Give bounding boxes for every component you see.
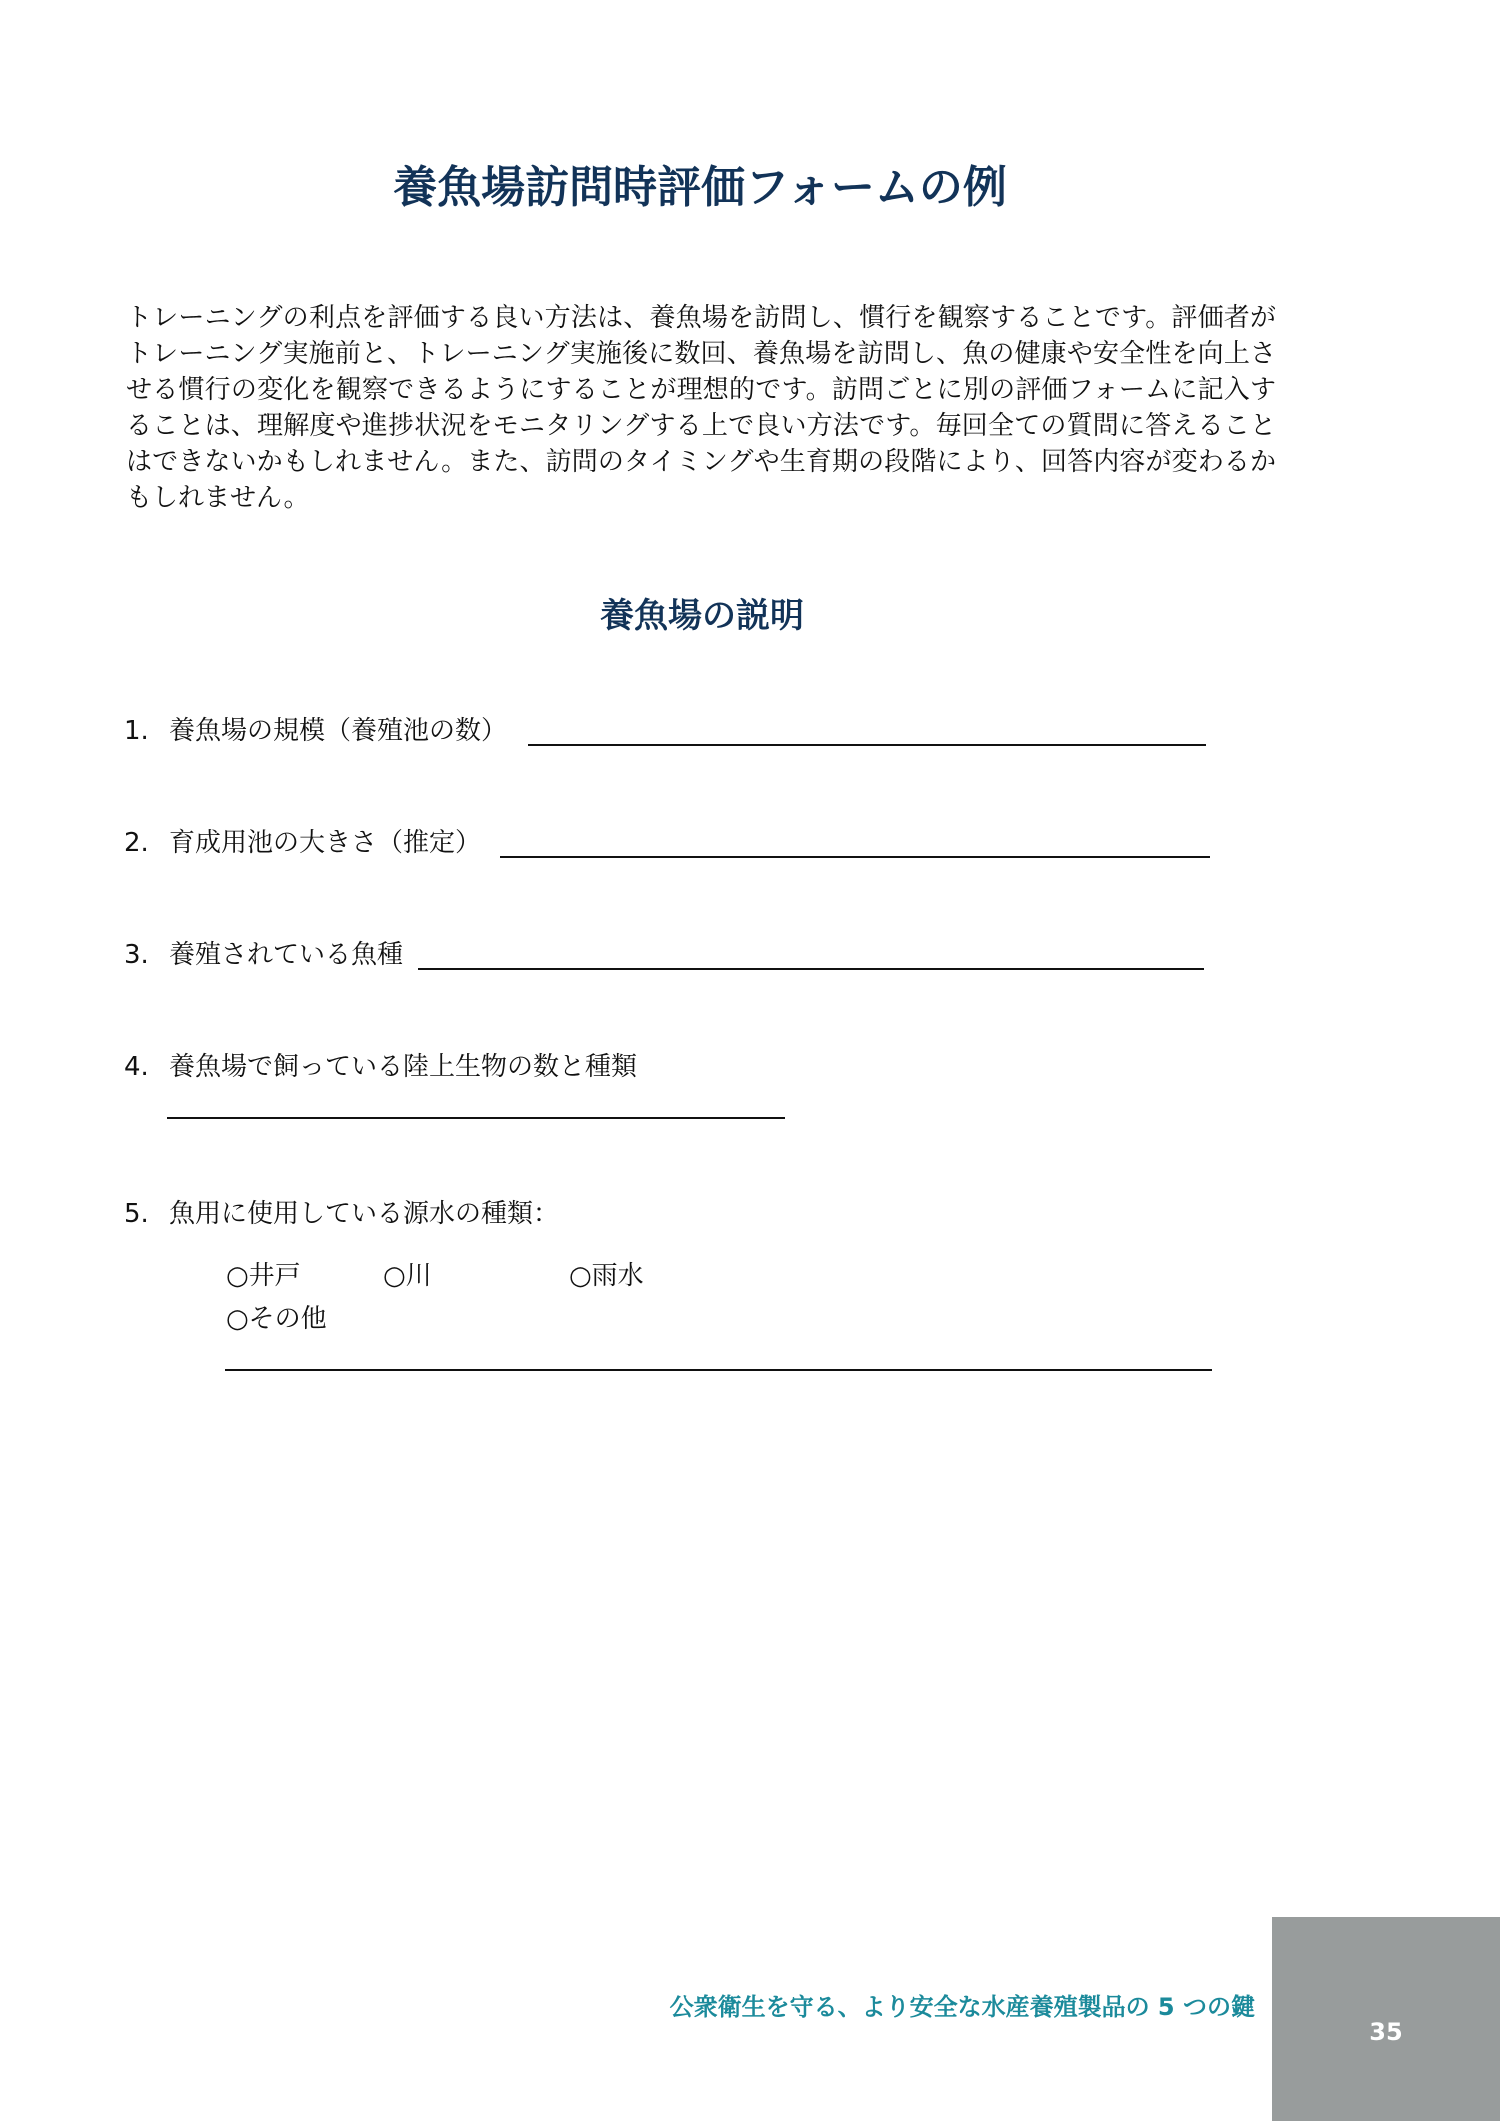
question-4 [124,1049,637,1085]
section-heading: 養魚場の説明 [600,596,804,636]
option-other[interactable]: ○その他 [226,1304,327,1334]
answer-line-4[interactable] [167,1117,785,1119]
page-number-box [1272,1917,1500,2121]
question-label: 育成用池の大きさ（推定） [169,828,482,858]
option-rainwater[interactable]: ○雨水 [569,1261,644,1291]
question-number: 2. [124,828,149,858]
page-number: 35 [1369,2018,1403,2046]
question-2 [124,825,481,861]
answer-line-2[interactable] [500,856,1210,858]
question-number: 3. [124,940,149,970]
answer-line-5-other[interactable] [225,1369,1212,1371]
question-label: 養魚場で飼っている陸上生物の数と種類 [169,1052,638,1082]
question-number: 1. [124,716,149,746]
answer-line-3[interactable] [418,968,1204,970]
question-3 [124,937,403,973]
question-number: 5. [124,1199,149,1229]
answer-line-1[interactable] [528,744,1206,746]
option-river[interactable]: ○川 [383,1261,432,1291]
question-number: 4. [124,1052,149,1082]
option-well[interactable]: ○井戸 [226,1261,301,1291]
question-label: 魚用に使用している源水の種類： [169,1199,560,1229]
intro-paragraph: トレーニングの利点を評価する良い方法は、養魚場を訪問し、慣行を観察することです。評価者がトレーニング実施前と、トレーニング実施後に数回、養魚場を訪問し、魚の健康や安全性を向上させる慣行の変化を観察できるようにすることが理想的です。訪問ごとに別の評価フォームに記入することは、理解度や進捗状況をモニタリングする上で良い方法です。毎回全ての質問に答えることはできないかもしれません。また、訪問のタイミングや生育期の段階により、回答内容が変わるかもしれません。 [126,303,1276,513]
question-label: 養殖されている魚種 [169,940,404,970]
page-title: 養魚場訪問時評価フォームの例 [393,162,1007,213]
question-label: 養魚場の規模（養殖池の数） [169,716,508,746]
question-5 [124,1196,559,1232]
question-1 [124,713,507,749]
footer-title: 公衆衛生を守る、より安全な水産養殖製品の 5 つの鍵 [669,1993,1255,2021]
